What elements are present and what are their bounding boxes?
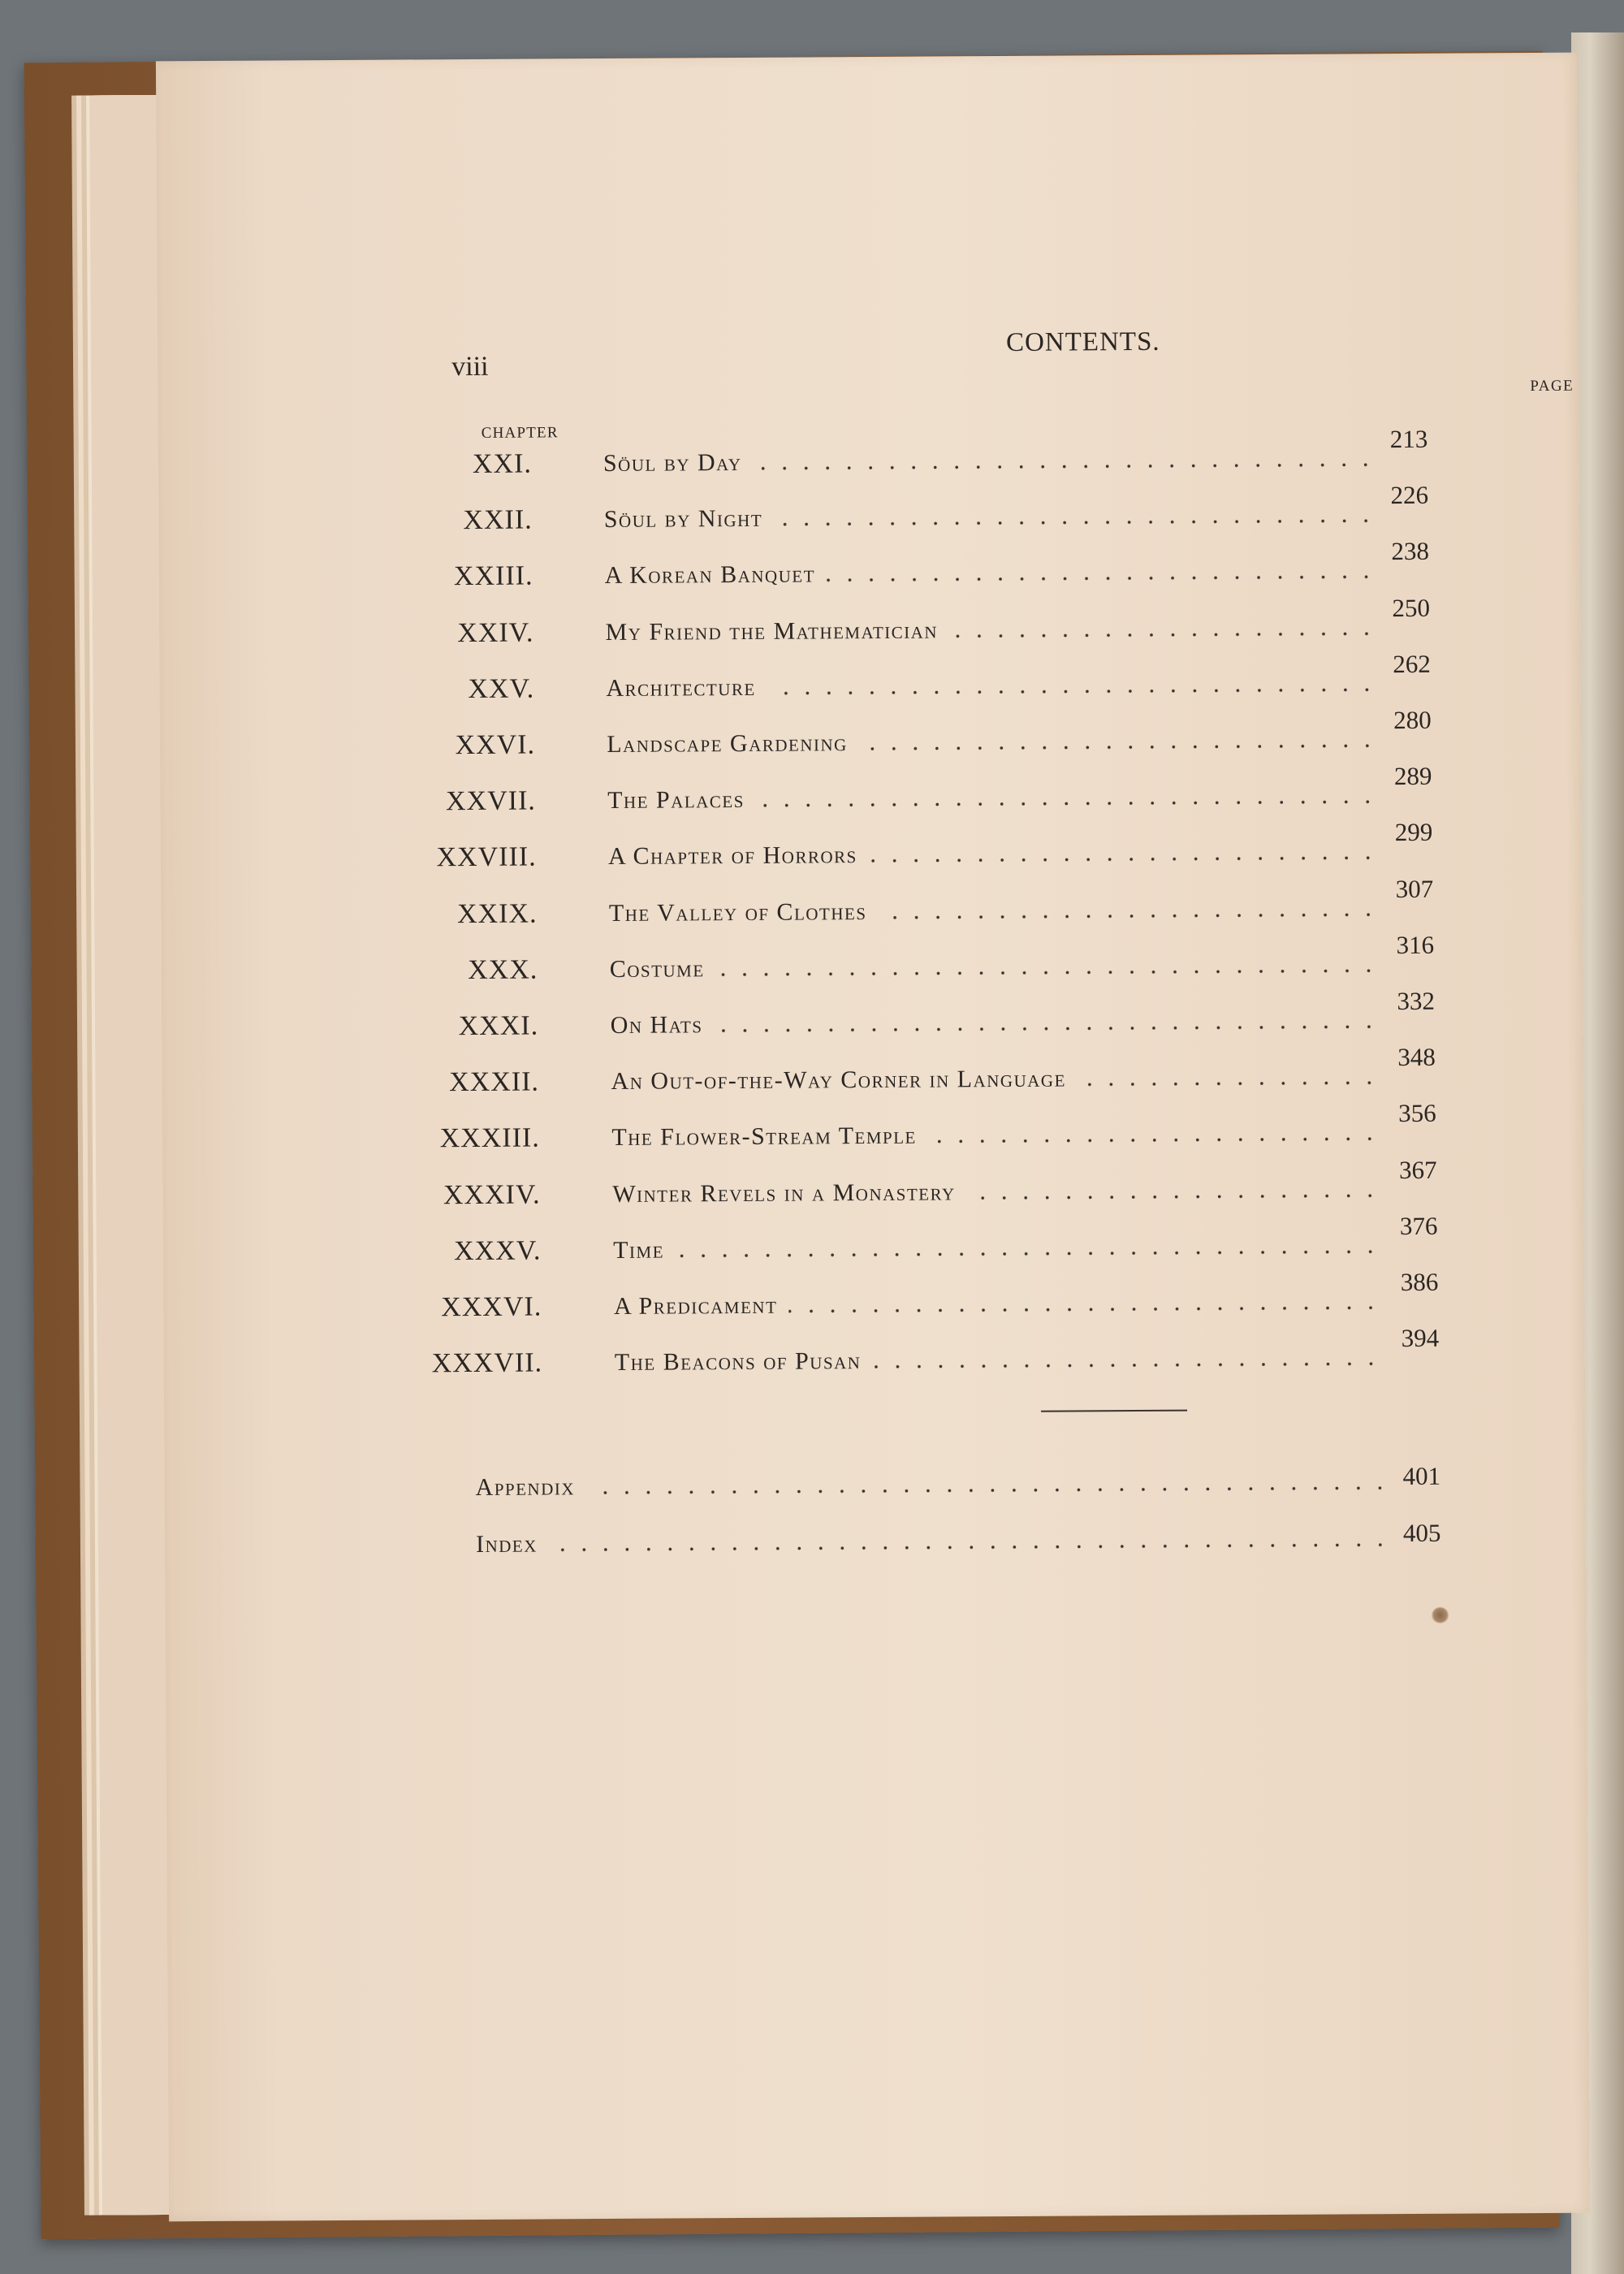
dot-leader [788,1306,1381,1312]
back-matter-row[interactable] [165,1518,1586,1569]
chapter-number: XXXV. [453,1235,542,1266]
toc-row[interactable] [163,1211,1584,1275]
toc-row[interactable] [162,1155,1583,1219]
toc-row[interactable] [162,1042,1583,1107]
chapter-number: XXIX. [456,898,538,929]
chapter-number: XXXIV. [443,1179,541,1210]
toc-row[interactable] [163,1267,1584,1332]
dot-leader [949,632,1377,638]
toc-row[interactable] [158,480,1579,545]
chapter-title: Söul by Night [603,505,763,534]
dot-leader [676,1250,1381,1257]
chapter-title: The Flower-Stream Temple [611,1122,917,1152]
toc-row[interactable] [159,537,1580,601]
page-title: CONTENTS. [1005,326,1160,357]
chapter-title: On Hats [610,1011,703,1039]
chapter-page: 394 [1401,1323,1440,1353]
chapter-number: XXV. [468,673,535,704]
section-divider [1041,1410,1187,1412]
dot-leader [879,913,1379,919]
chapter-title: Architecture [606,673,756,702]
back-matter-title: Appendix [475,1473,576,1501]
dot-leader [586,1486,1391,1494]
toc-row[interactable] [162,1099,1583,1163]
chapter-number: XXXVII. [431,1347,543,1379]
chapter-title: Costume [609,955,705,983]
dot-leader [827,576,1377,582]
dot-leader [767,688,1378,695]
chapter-page: 226 [1390,480,1429,510]
chapter-number: XXXIII. [439,1122,540,1154]
dot-leader [549,1543,1391,1551]
chapter-page: 238 [1391,537,1430,566]
dot-leader [754,463,1376,470]
back-matter-page: 405 [1402,1518,1441,1548]
chapter-title: Landscape Gardening [607,729,848,758]
dot-leader [873,1362,1382,1368]
chapter-number: XXX. [468,954,538,985]
chapter-page: 348 [1397,1042,1436,1072]
dot-leader [869,857,1379,863]
dot-leader [715,1025,1380,1032]
toc-row[interactable] [160,705,1581,770]
toc-row[interactable] [160,761,1581,826]
page-column-label: PAGE [1530,377,1574,396]
chapter-title: A Predicament [613,1291,778,1320]
chapter-title: A Korean Banquet [604,560,816,590]
back-matter-title: Index [475,1530,538,1558]
dot-leader [927,1138,1380,1143]
chapter-page: 289 [1393,761,1432,791]
toc-row[interactable] [162,930,1583,994]
toc-row[interactable] [161,818,1582,882]
foxing-spot [1432,1607,1449,1623]
toc-row[interactable] [164,1323,1585,1388]
chapter-title: The Valley of Clothes [608,897,867,927]
chapter-title: An Out-of-the-Way Corner in Language [611,1065,1066,1096]
chapter-number: XXIV. [457,617,534,648]
chapter-number: XXXI. [458,1010,539,1042]
chapter-title: Winter Revels in a Monastery [612,1178,956,1208]
chapter-number: XXI. [472,448,533,479]
chapter-page: 262 [1393,649,1431,678]
chapter-title: The Palaces [607,786,745,815]
toc-row[interactable] [161,874,1582,938]
chapter-page: 299 [1394,818,1433,847]
toc-row[interactable] [159,593,1580,657]
chapter-page: 367 [1398,1155,1437,1184]
chapter-page: 250 [1392,593,1430,622]
back-matter-page: 401 [1402,1461,1441,1491]
chapter-number: XXIII. [453,560,533,592]
chapter-title: A Chapter of Horrors [607,841,857,871]
dot-leader [859,744,1378,750]
chapter-title: Time [613,1236,665,1264]
page-number: viii [451,351,489,383]
dot-leader [716,969,1380,976]
chapter-title: Söul by Day [603,448,742,478]
dot-leader [1078,1081,1380,1086]
toc-row[interactable] [160,649,1581,713]
chapter-number: XXXII. [449,1066,540,1098]
chapter-number: XXII. [463,504,533,536]
chapter-page: 356 [1398,1099,1436,1128]
toc-row[interactable] [162,986,1583,1051]
dot-leader [773,519,1376,526]
chapter-page: 386 [1400,1267,1439,1297]
chapter-page: 376 [1399,1211,1438,1240]
chapter-column-label: CHAPTER [481,424,559,442]
chapter-page: 332 [1397,986,1436,1016]
chapter-number: XXVI. [455,729,536,761]
chapter-page: 307 [1395,874,1434,903]
chapter-number: XXVII. [445,785,536,817]
chapter-page: 280 [1393,705,1432,735]
chapter-page: 213 [1389,424,1428,454]
chapter-number: XXVIII. [436,841,537,873]
chapter-page: 316 [1396,930,1435,959]
back-matter-row[interactable] [165,1461,1586,1512]
contents-page [156,53,1590,2222]
dot-leader [966,1194,1380,1200]
chapter-number: XXXVI. [441,1291,542,1323]
dot-leader [756,800,1378,807]
chapter-title: The Beacons of Pusan [614,1347,862,1377]
chapter-title: My Friend the Mathematician [605,616,939,646]
